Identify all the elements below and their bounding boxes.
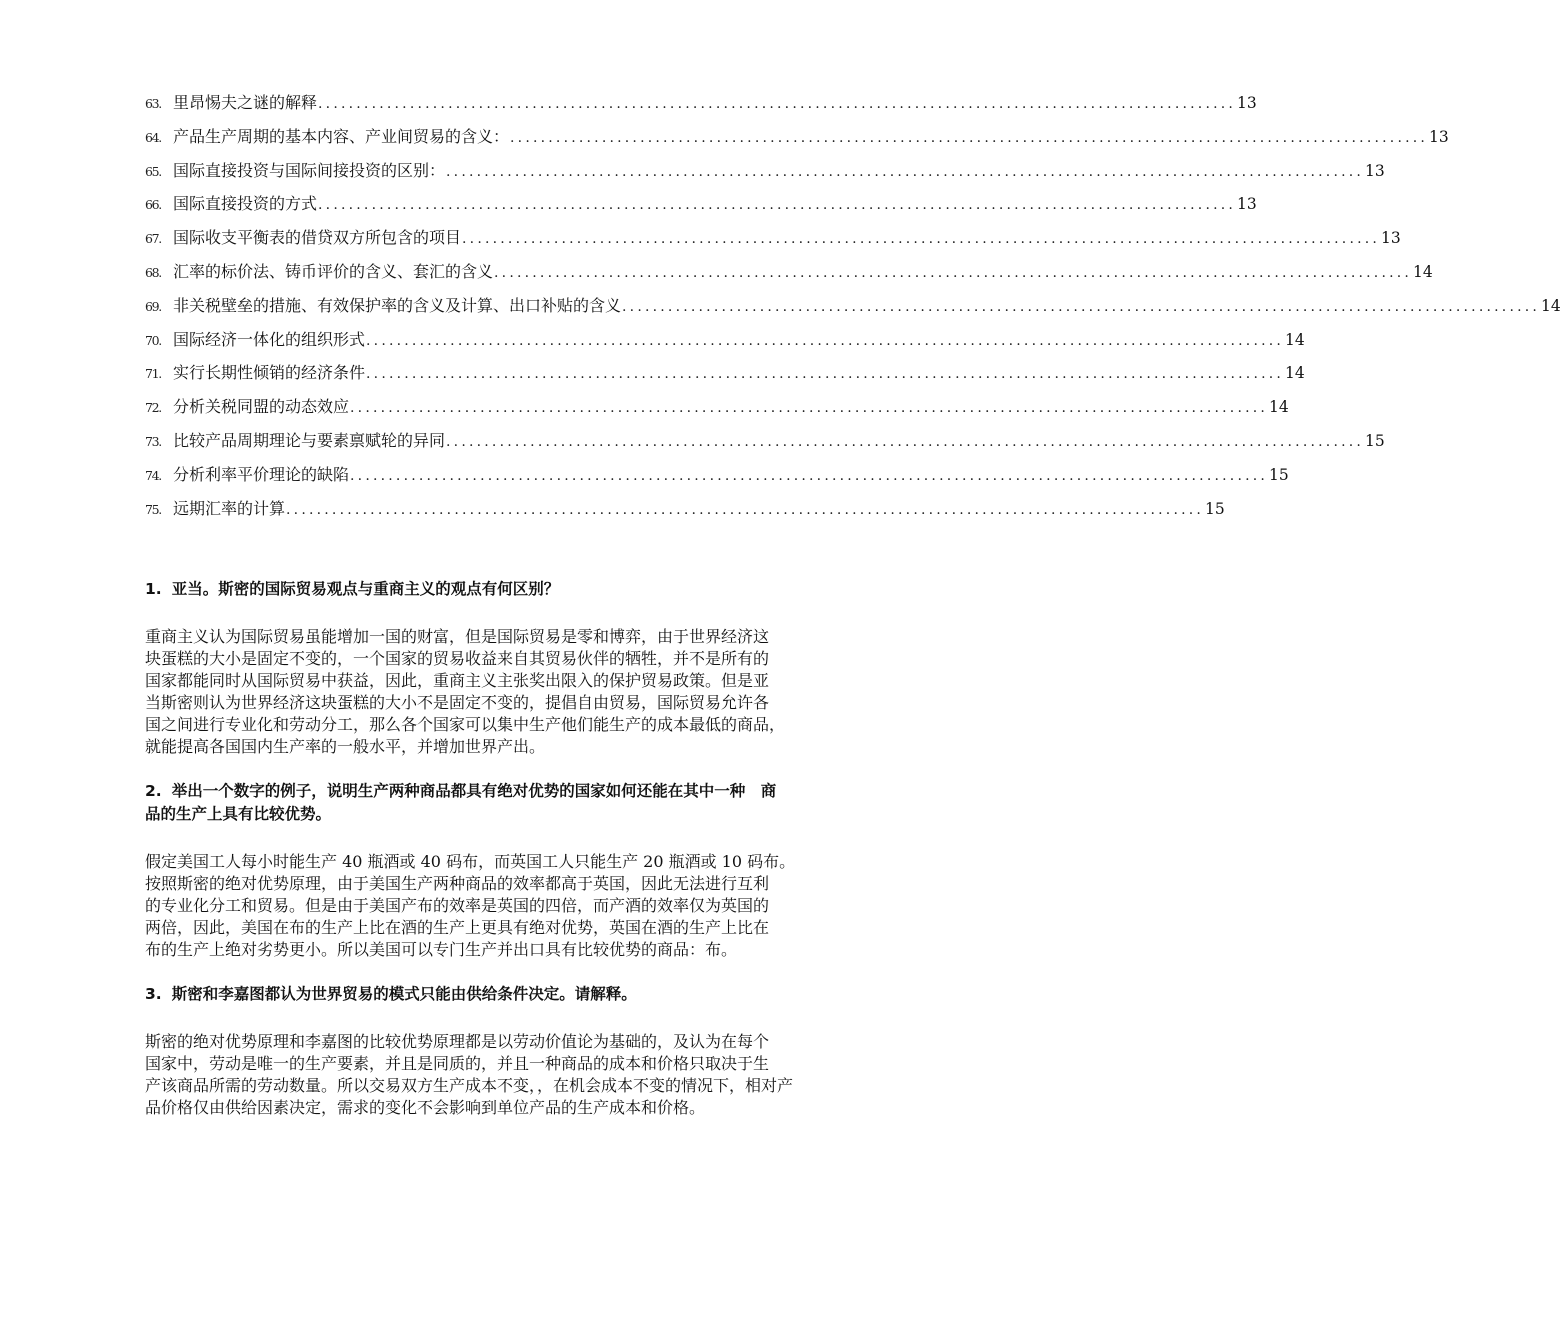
toc-title: 比较产品周期理论与要素禀赋轮的异同: [173, 430, 446, 450]
answer-line: 国家中，劳动是唯一的生产要素，并且是同质的，并且一种商品的成本和价格只取决于生: [145, 1054, 770, 1073]
toc-number: 67.: [145, 231, 161, 247]
toc-page-number: 13: [1237, 195, 1257, 214]
toc-page-number: 15: [1269, 465, 1289, 484]
toc-number: 65.: [145, 163, 161, 179]
answer-line: 的专业化分工和贸易。但是由于美国产布的效率是英国的四倍，而产酒的效率仅为英国的: [145, 896, 770, 915]
answer-line: 产该商品所需的劳动数量。所以交易双方生产成本不变，，在机会成本不变的情况下，相对产: [145, 1076, 794, 1095]
toc-title: 实行长期性倾销的经济条件: [173, 363, 366, 383]
toc-page-number: 13: [1429, 127, 1449, 146]
answer-line: 品价格仅由供给因素决定，需求的变化不会影响到单位产品的生产成本和价格。: [145, 1098, 706, 1117]
toc-title: 国际直接投资的方式: [173, 194, 318, 214]
toc-leader: ........................................................................................................................: [494, 264, 1413, 281]
toc-title: 产品生产周期的基本内容、产业间贸易的含义：: [173, 126, 510, 146]
toc-leader: ........................................................................................................................: [318, 96, 1237, 112]
toc-title: 汇率的标价法、铸币评价的含义、套汇的含义: [173, 261, 494, 281]
answer-line: 国家都能同时从国际贸易中获益，因此，重商主义主张奖出限入的保护贸易政策。但是亚: [145, 671, 770, 690]
toc-title: 国际经济一体化的组织形式: [173, 329, 366, 349]
question-heading: [145, 578, 915, 601]
toc-entry[interactable]: [145, 124, 1449, 158]
toc-page-number: 14: [1269, 398, 1289, 417]
toc-entry[interactable]: [145, 394, 1289, 428]
toc-page-number: 13: [1237, 94, 1257, 112]
toc-leader: ........................................................................................................................: [366, 366, 1285, 383]
answer-line: 块蛋糕的大小是固定不变的，一个国家的贸易收益来自其贸易伙伴的牺牲，并不是所有的: [145, 649, 770, 668]
question-number: 3.: [145, 985, 162, 1003]
answer-line: 当斯密则认为世界经济这块蛋糕的大小不是固定不变的，提倡自由贸易，国际贸易允许各: [145, 693, 770, 712]
question-text: 斯密和李嘉图都认为世界贸易的模式只能由供给条件决定。请解释。: [171, 985, 637, 1003]
toc-number: 63.: [145, 96, 161, 111]
toc-page-number: 15: [1365, 431, 1385, 450]
toc-entry[interactable]: [145, 293, 1561, 327]
answer-line: 两倍，因此，美国在布的生产上比在酒的生产上更具有绝对优势，英国在酒的生产上比在: [145, 918, 770, 937]
toc-entry[interactable]: [145, 496, 1225, 530]
toc-number: 73.: [145, 433, 161, 449]
toc-number: 72.: [145, 400, 161, 416]
toc-number: 75.: [145, 501, 161, 517]
toc-number: 70.: [145, 332, 161, 348]
toc-number: 71.: [145, 366, 161, 382]
toc-page-number: 14: [1285, 364, 1305, 383]
toc-title: 里昂惕夫之谜的解释: [173, 93, 318, 112]
toc-title: 非关税壁垒的措施、有效保护率的含义及计算、出口补贴的含义: [173, 295, 622, 315]
question-text: 亚当。斯密的国际贸易观点与重商主义的观点有何区别？: [171, 580, 560, 598]
toc-page-number: 13: [1365, 161, 1385, 180]
toc-leader: ........................................................................................................................: [510, 129, 1429, 146]
toc-leader: ........................................................................................................................: [446, 433, 1365, 450]
answer-line: 重商主义认为国际贸易虽能增加一国的财富，但是国际贸易是零和博弈，由于世界经济这: [145, 627, 770, 646]
toc-page-number: 15: [1205, 499, 1225, 518]
toc-page-number: 13: [1381, 229, 1401, 248]
table-of-contents: [145, 90, 1561, 529]
toc-number: 64.: [145, 129, 161, 145]
question-heading: [145, 780, 915, 826]
toc-entry[interactable]: [145, 428, 1385, 462]
answer-paragraph: [145, 626, 915, 758]
toc-leader: ........................................................................................................................: [318, 197, 1237, 214]
toc-entry[interactable]: [145, 360, 1305, 394]
toc-title: 远期汇率的计算: [173, 498, 286, 518]
toc-leader: ........................................................................................................................: [622, 298, 1541, 315]
toc-leader: ........................................................................................................................: [366, 332, 1285, 349]
answer-paragraph: [145, 851, 915, 961]
question-answer-section: [145, 578, 915, 1119]
toc-number: 68.: [145, 264, 161, 280]
toc-leader: ........................................................................................................................: [462, 231, 1381, 248]
toc-entry[interactable]: [145, 90, 1257, 124]
toc-number: 69.: [145, 298, 161, 314]
answer-line: 斯密的绝对优势原理和李嘉图的比较优势原理都是以劳动价值论为基础的，及认为在每个: [145, 1032, 770, 1051]
toc-page-number: 14: [1285, 330, 1305, 349]
answer-line: 假定美国工人每小时能生产 40 瓶酒或 40 码布，而英国工人只能生产 20 瓶酒或 10 码布。: [145, 852, 796, 871]
toc-entry[interactable]: [145, 327, 1305, 361]
toc-leader: ........................................................................................................................: [446, 163, 1365, 180]
toc-leader: ........................................................................................................................: [350, 467, 1269, 484]
toc-page-number: 14: [1413, 262, 1433, 281]
question-number: 2.: [145, 782, 162, 800]
toc-leader: ........................................................................................................................: [286, 501, 1205, 518]
toc-title: 分析利率平价理论的缺陷: [173, 464, 350, 484]
answer-line: 就能提高各国国内生产率的一般水平，并增加世界产出。: [145, 737, 546, 756]
toc-page-number: 14: [1541, 296, 1561, 315]
question-text: 品的生产上具有比较优势。: [145, 805, 332, 823]
toc-title: 国际收支平衡表的借贷双方所包含的项目: [173, 228, 462, 248]
toc-entry[interactable]: [145, 225, 1401, 259]
question-text: 举出一个数字的例子，说明生产两种商品都具有绝对优势的国家如何还能在其中一种 商: [171, 782, 777, 800]
toc-entry[interactable]: [145, 259, 1433, 293]
toc-number: 74.: [145, 467, 161, 483]
toc-entry[interactable]: [145, 462, 1289, 496]
question-heading: [145, 983, 915, 1006]
toc-title: 国际直接投资与国际间接投资的区别：: [173, 160, 446, 180]
toc-title: 分析关税同盟的动态效应: [173, 397, 350, 417]
toc-entry[interactable]: [145, 158, 1385, 192]
toc-leader: ........................................................................................................................: [350, 400, 1269, 417]
toc-entry[interactable]: [145, 191, 1257, 225]
answer-paragraph: [145, 1031, 915, 1119]
question-number: 1.: [145, 580, 162, 598]
answer-line: 布的生产上绝对劣势更小。所以美国可以专门生产并出口具有比较优势的商品：布。: [145, 940, 738, 959]
answer-line: 国之间进行专业化和劳动分工，那么各个国家可以集中生产他们能生产的成本最低的商品，: [145, 715, 786, 734]
answer-line: 按照斯密的绝对优势原理，由于美国生产两种商品的效率都高于英国，因此无法进行互利: [145, 874, 770, 893]
toc-number: 66.: [145, 197, 161, 213]
